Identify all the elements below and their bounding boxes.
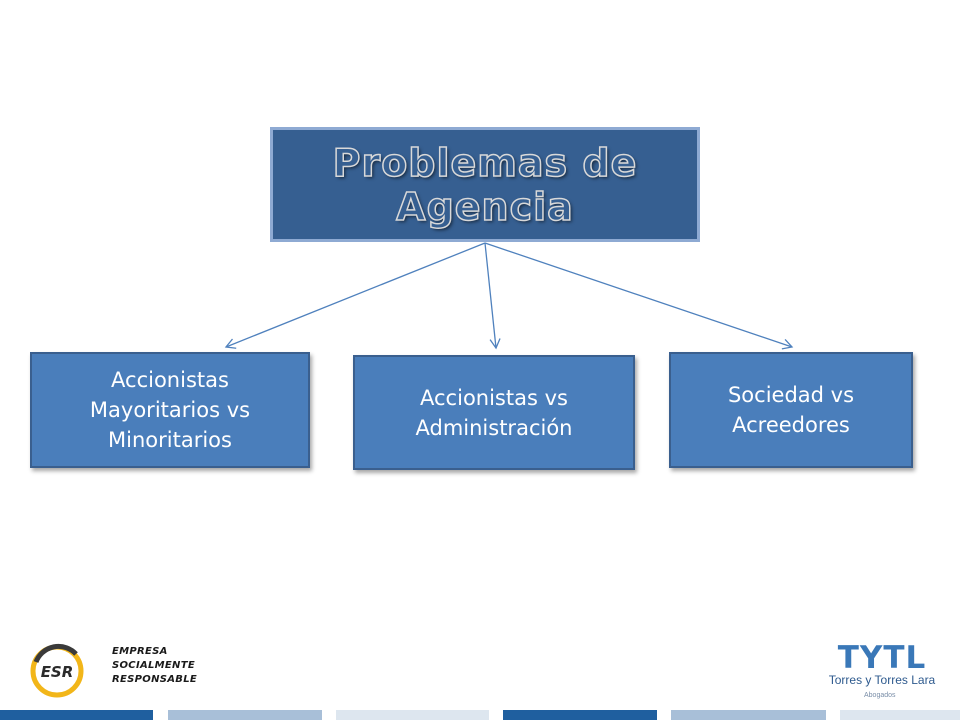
root-node	[270, 127, 700, 242]
footer-stripe-2	[168, 710, 322, 720]
footer-stripe-4	[503, 710, 657, 720]
esr-badge-text: ESR	[40, 663, 74, 681]
esr-line-1: EMPRESA	[112, 646, 168, 657]
footer-stripe-3	[336, 710, 489, 720]
esr-line-3: RESPONSABLE	[112, 674, 197, 685]
tytl-wordmark-icon	[826, 640, 938, 672]
tytl-tagline: Abogados	[864, 692, 896, 699]
esr-badge-icon	[28, 640, 88, 700]
child-node-acreedores	[669, 352, 913, 468]
esr-line-2: SOCIALMENTE	[112, 660, 195, 671]
connector-to-box1	[226, 243, 485, 347]
tytl-name: Torres y Torres Lara	[828, 673, 936, 687]
root-node-title: Problemas de Agencia	[332, 140, 638, 229]
child-node-label: Sociedad vs Acreedores	[727, 383, 855, 437]
footer-stripe-1	[0, 710, 153, 720]
tytl-logo	[826, 640, 938, 706]
child-node-mayoritarios	[30, 352, 310, 468]
child-node-label: Accionistas vs Administración	[415, 385, 573, 440]
esr-logo	[28, 640, 197, 700]
connector-to-box3	[485, 243, 792, 347]
child-node-label: Accionistas Mayoritarios vs Minoritarios	[89, 368, 251, 452]
child-node-administracion	[353, 355, 635, 470]
tytl-mark: TYTL	[837, 640, 927, 672]
footer-stripe-6	[840, 710, 960, 720]
connector-to-box2	[485, 243, 496, 348]
footer-stripe-5	[671, 710, 826, 720]
